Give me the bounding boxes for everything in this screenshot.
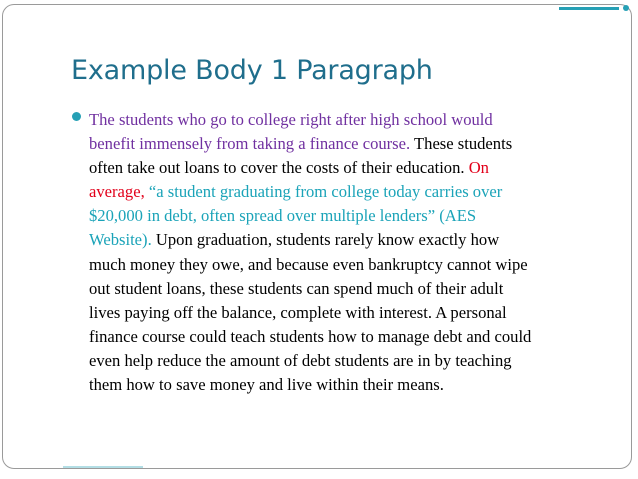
paragraph-line [89, 325, 614, 349]
text-segment-black: These students [410, 134, 513, 154]
text-segment-black: finance course could teach students how to manage debt and could [89, 326, 532, 346]
text-segment-black: often take out loans to cover the costs of their education. [89, 158, 469, 178]
paragraph-line [89, 349, 614, 373]
text-segment-black: even help reduce the amount of debt students are in by teaching [89, 350, 512, 370]
paragraph-line [89, 180, 614, 204]
paragraph-line [89, 373, 614, 397]
text-segment-teal: Website). [89, 230, 152, 250]
paragraph-line [89, 108, 614, 132]
top-right-accent-line [559, 7, 619, 10]
text-segment-purple: benefit immensely from taking a finance course. [89, 134, 411, 154]
paragraph-line [89, 204, 614, 228]
text-segment-purple: The students who go to college right after high school would [89, 110, 493, 129]
paragraph-line [89, 228, 614, 252]
text-segment-black: lives paying off the balance, complete with interest. A personal [89, 302, 507, 322]
bottom-left-accent-line [63, 466, 143, 468]
text-segment-teal: $20,000 in debt, often spread over multiple lenders” (AES [89, 206, 477, 226]
paragraph-line [89, 277, 614, 301]
text-segment-black: out student loans, these students can spend much of their adult [89, 278, 504, 298]
paragraph-line [89, 156, 614, 180]
paragraph-line [89, 132, 614, 156]
text-segment-red: average, [89, 182, 149, 202]
slide-title: Example Body 1 Paragraph [71, 55, 433, 86]
text-segment-black: Upon graduation, students rarely know exactly how [151, 230, 500, 250]
text-segment-black: much money they owe, and because even bankruptcy cannot wipe [89, 254, 528, 274]
text-segment-red: On [468, 158, 489, 178]
paragraph-line [89, 301, 614, 325]
text-segment-teal: “a student graduating from college today carries over [148, 182, 503, 202]
top-right-accent-dot [623, 5, 629, 11]
text-segment-black: them how to save money and live within their means. [89, 375, 444, 395]
bullet-dot-icon [72, 112, 81, 121]
body-paragraph [89, 108, 614, 397]
paragraph-line [89, 253, 614, 277]
